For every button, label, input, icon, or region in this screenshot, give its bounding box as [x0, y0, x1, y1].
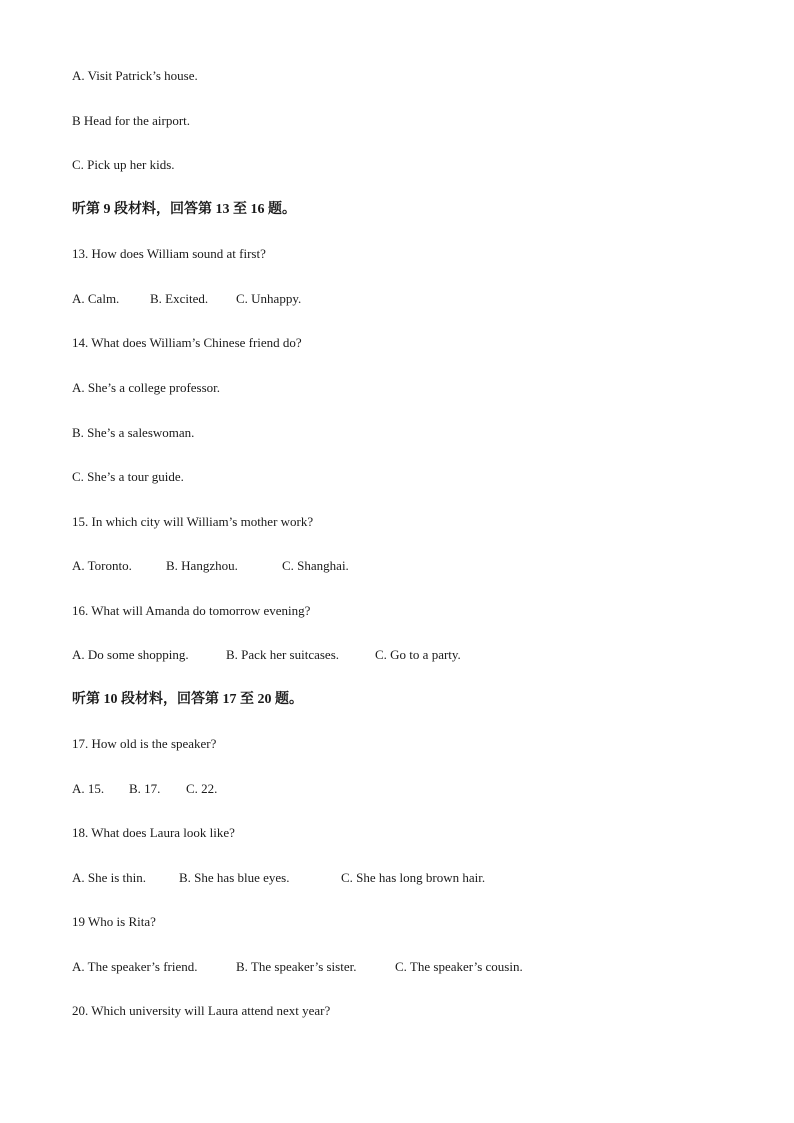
- question-17-options: [72, 781, 217, 797]
- option-c-pick-up-kids: C. Pick up her kids.: [72, 157, 175, 172]
- section-heading-passage-10: 听第 10 段材料，回答第 17 至 20 题。: [72, 692, 303, 707]
- q15-option-a: A. Toronto.: [72, 558, 132, 573]
- q16-option-a: A. Do some shopping.: [72, 647, 189, 662]
- question-15-options: [72, 558, 349, 574]
- question-18-options: [72, 870, 485, 886]
- q14-option-b: B. She’s a saleswoman.: [72, 425, 195, 440]
- q17-option-b: B. 17.: [129, 781, 161, 796]
- option-b-head-for-airport: B Head for the airport.: [72, 113, 191, 128]
- q15-option-b: B. Hangzhou.: [166, 558, 238, 573]
- q19-option-c: C. The speaker’s cousin.: [395, 959, 523, 974]
- q19-option-a: A. The speaker’s friend.: [72, 959, 198, 974]
- q13-option-c: C. Unhappy.: [236, 291, 302, 306]
- question-19-options: [72, 959, 523, 975]
- question-19: 19 Who is Rita?: [72, 914, 156, 929]
- q16-option-c: C. Go to a party.: [375, 647, 461, 662]
- question-20: 20. Which university will Laura attend next year?: [72, 1003, 331, 1018]
- q17-option-c: C. 22.: [186, 781, 218, 796]
- q14-option-c: C. She’s a tour guide.: [72, 469, 184, 484]
- q14-option-a: A. She’s a college professor.: [72, 380, 221, 395]
- q13-option-b: B. Excited.: [150, 291, 209, 306]
- question-16: 16. What will Amanda do tomorrow evening?: [72, 603, 311, 618]
- q18-option-a: A. She is thin.: [72, 870, 147, 885]
- q15-option-c: C. Shanghai.: [282, 558, 349, 573]
- question-16-options: [72, 647, 461, 663]
- q17-option-a: A. 15.: [72, 781, 105, 796]
- question-18: 18. What does Laura look like?: [72, 825, 235, 840]
- question-14: 14. What does William’s Chinese friend do?: [72, 335, 302, 350]
- section-heading-passage-9: 听第 9 段材料，回答第 13 至 16 题。: [72, 202, 296, 217]
- option-a-visit-patricks-house: A. Visit Patrick’s house.: [72, 68, 198, 83]
- q19-option-b: B. The speaker’s sister.: [236, 959, 357, 974]
- q18-option-c: C. She has long brown hair.: [341, 870, 486, 885]
- question-17: 17. How old is the speaker?: [72, 736, 217, 751]
- q13-option-a: A. Calm.: [72, 291, 120, 306]
- question-13-options: [72, 291, 301, 307]
- question-13: 13. How does William sound at first?: [72, 246, 266, 261]
- q18-option-b: B. She has blue eyes.: [179, 870, 290, 885]
- q16-option-b: B. Pack her suitcases.: [226, 647, 340, 662]
- question-15: 15. In which city will William’s mother work?: [72, 514, 314, 529]
